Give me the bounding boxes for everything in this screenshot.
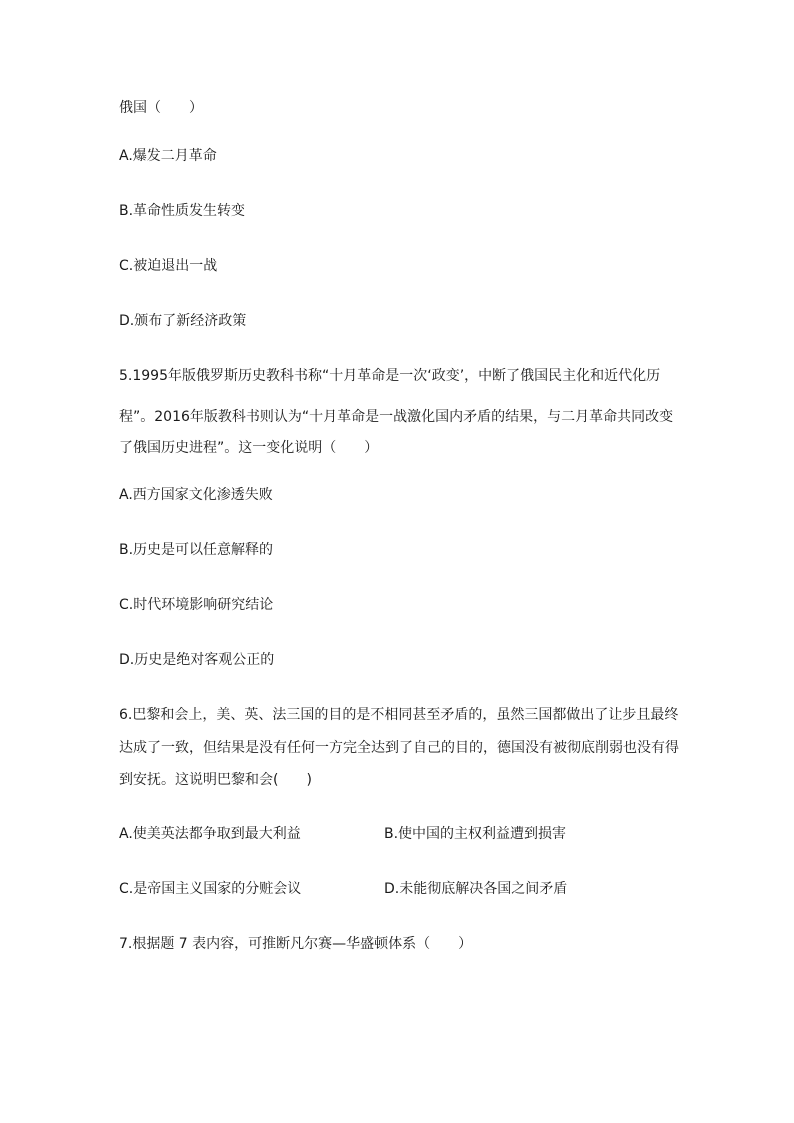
q6-stem-line-3: 到安抚。这说明巴黎和会( ) (119, 772, 312, 788)
q6-stem-line-1: 6.巴黎和会上，美、英、法三国的目的是不相同甚至矛盾的，虽然三国都做出了让步且最终 (119, 707, 679, 723)
q5-option-a: A.西方国家文化渗透失败 (119, 487, 273, 503)
q4-option-a: A.爆发二月革命 (119, 148, 217, 164)
q4-option-b: B.革命性质发生转变 (119, 203, 246, 219)
q5-option-c: C.时代环境影响研究结论 (119, 597, 274, 613)
q6-stem-line-2: 达成了一致，但结果是没有任何一方完全达到了自己的目的，德国没有被彻底削弱也没有得 (119, 740, 679, 756)
q4-option-d: D.颁布了新经济政策 (119, 313, 247, 329)
q6-option-d: D.未能彻底解决各国之间矛盾 (384, 881, 568, 897)
q5-stem-line-2: 程”。2016年版教科书则认为“十月革命是一战激化国内矛盾的结果，与二月革命共同改变 (119, 409, 674, 425)
q4-stem-tail: 俄国（ ） (119, 100, 203, 116)
q7-stem: 7.根据题 7 表内容，可推断凡尔赛—华盛顿体系（ ） (119, 936, 473, 952)
q5-option-b: B.历史是可以任意解释的 (119, 542, 274, 558)
q5-option-d: D.历史是绝对客观公正的 (119, 652, 275, 668)
q6-option-a: A.使美英法都争取到最大利益 (119, 826, 301, 842)
q4-option-c: C.被迫退出一战 (119, 258, 218, 274)
q6-option-b: B.使中国的主权利益遭到损害 (384, 826, 567, 842)
q6-option-c: C.是帝国主义国家的分赃会议 (119, 881, 302, 897)
q5-stem-line-3: 了俄国历史进程”。这一变化说明（ ） (119, 440, 379, 456)
q5-stem-line-1: 5.1995年版俄罗斯历史教科书称“十月革命是一次‘政变’，中断了俄国民主化和近代化历 (119, 368, 661, 384)
